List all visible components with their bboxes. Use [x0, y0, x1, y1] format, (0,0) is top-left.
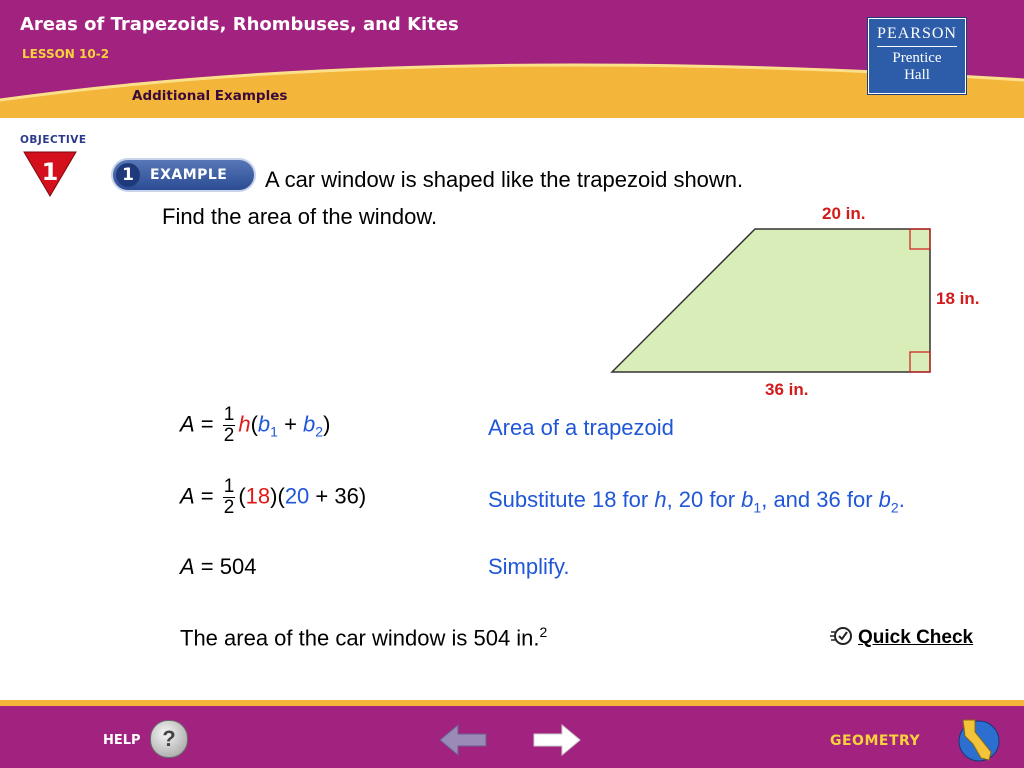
- objective-label: OBJECTIVE: [20, 134, 87, 146]
- help-button[interactable]: ?: [150, 720, 188, 758]
- globe-icon: [955, 714, 1003, 764]
- example-word: EXAMPLE: [150, 167, 228, 183]
- reason-text: , and 36 for: [761, 487, 879, 512]
- conclusion-exponent: 2: [539, 624, 548, 640]
- frac-numerator: 1: [223, 404, 235, 425]
- close-paren: ): [323, 411, 331, 437]
- trapezoid-shape: [612, 229, 930, 372]
- reason-substitute: [488, 487, 905, 515]
- h-value: 18: [245, 483, 271, 509]
- one-half-fraction: [223, 405, 236, 446]
- close-paren: ): [358, 483, 367, 509]
- equals-sign: =: [194, 483, 220, 509]
- sub-1: 1: [270, 423, 278, 440]
- reason-sub2: 2: [890, 499, 899, 516]
- quick-check-label[interactable]: Quick Check: [858, 627, 974, 648]
- top-base-label: 20 in.: [822, 204, 866, 223]
- plus-sign: +: [277, 411, 304, 437]
- conclusion: [180, 624, 547, 651]
- reason-sub1: 1: [753, 499, 762, 516]
- reason-h: h: [654, 487, 667, 512]
- objective-marker: [20, 134, 90, 203]
- plus-sign: +: [309, 483, 335, 509]
- help-label[interactable]: HELP: [103, 733, 141, 748]
- subject-label: GEOMETRY: [830, 733, 921, 749]
- prompt-line-1: A car window is shaped like the trapezoid shown.: [265, 167, 744, 192]
- var-a: A: [180, 554, 195, 579]
- var-b2: b: [303, 411, 316, 437]
- one-half-fraction: [223, 477, 236, 518]
- open-paren: (: [250, 411, 258, 437]
- header-banner: [0, 0, 1024, 118]
- reason-text: , 20 for: [666, 487, 742, 512]
- reason-text: Substitute 18 for: [488, 487, 655, 512]
- var-a: A: [180, 411, 195, 437]
- b1-value: 20: [284, 483, 310, 509]
- back-arrow-icon[interactable]: [438, 722, 488, 758]
- height-label: 18 in.: [936, 289, 980, 308]
- lesson-title: Areas of Trapezoids, Rhombuses, and Kites: [20, 14, 459, 35]
- frac-numerator: 1: [223, 476, 235, 497]
- var-b1: b: [257, 411, 271, 437]
- conclusion-text: The area of the car window is 504 in.: [180, 625, 540, 651]
- reason-b1: b: [741, 487, 754, 512]
- reason-area-of-trapezoid: Area of a trapezoid: [488, 415, 674, 440]
- example-number: 1: [116, 163, 140, 187]
- logo-line-hall: Hall: [904, 67, 930, 83]
- result-value: = 504: [194, 554, 257, 579]
- bottom-base-label: 36 in.: [765, 380, 809, 399]
- var-h: h: [238, 411, 251, 437]
- reason-b2: b: [878, 487, 891, 512]
- objective-triangle-icon: [20, 148, 80, 198]
- quick-check-link[interactable]: [830, 624, 973, 649]
- objective-number: 1: [41, 158, 59, 186]
- equals-sign: =: [194, 411, 220, 437]
- pearson-logo: [868, 18, 966, 94]
- var-a: A: [180, 483, 195, 509]
- frac-denominator: 2: [223, 497, 235, 518]
- logo-divider: [877, 46, 957, 47]
- prompt-line-2: Find the area of the window.: [162, 204, 438, 229]
- sub-2: 2: [315, 423, 324, 440]
- b2-value: 36: [334, 483, 359, 509]
- lesson-number: LESSON 10-2: [22, 47, 110, 61]
- frac-denominator: 2: [223, 425, 235, 446]
- simplify-step: [180, 554, 256, 580]
- section-subtitle: Additional Examples: [132, 88, 288, 104]
- logo-line-prentice: Prentice: [892, 50, 942, 66]
- quick-check-icon: [830, 624, 854, 648]
- example-badge: [111, 158, 256, 192]
- reason-period: .: [898, 487, 905, 512]
- logo-line-pearson: PEARSON: [877, 25, 957, 42]
- open-paren: (: [238, 483, 246, 509]
- paren-join: )(: [270, 483, 285, 509]
- next-arrow-icon[interactable]: [532, 722, 582, 758]
- substitution-step: [180, 477, 366, 518]
- reason-simplify: Simplify.: [488, 554, 570, 579]
- formula-step: [180, 405, 330, 446]
- logo-line-prentice-hall: [869, 50, 965, 84]
